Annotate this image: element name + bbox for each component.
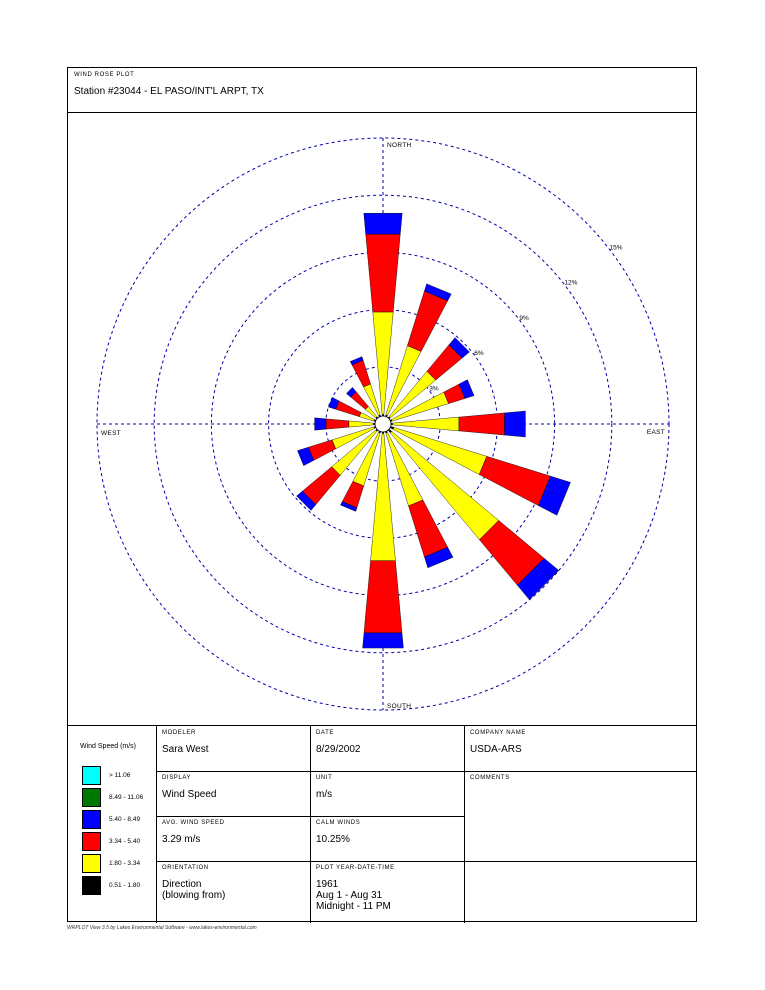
modeler-cell (157, 726, 310, 771)
legend-label: 5.40 - 8.49 (109, 816, 141, 823)
plot-time-range: Midnight - 11 PM (316, 901, 391, 912)
unit-cell (311, 771, 464, 816)
plot-date-range: Aug 1 - Aug 31 (316, 890, 383, 901)
ring-label: 15% (609, 244, 623, 252)
legend-label: 8.49 - 11.06 (109, 794, 144, 801)
orientation-value (162, 879, 225, 901)
display-label: DISPLAY (162, 775, 192, 781)
calm-label: CALM WINDS (316, 820, 361, 826)
petal-NNW-bin-2 (352, 360, 371, 387)
avg-speed-value: 3.29 m/s (162, 834, 201, 845)
company-cell (465, 726, 697, 771)
petal-E-bin-1 (392, 417, 458, 431)
calm-value: 10.25% (316, 834, 350, 845)
unit-label: UNIT (316, 775, 333, 781)
display-cell (157, 771, 310, 816)
calm-cell (311, 816, 464, 861)
petal-S-bin-2 (364, 561, 402, 633)
legend-swatch (82, 810, 101, 829)
report-header (68, 68, 696, 113)
legend-label: > 11.06 (109, 772, 131, 779)
date-value: 8/29/2002 (316, 744, 361, 755)
petal-N-bin-3 (364, 213, 402, 234)
south-label: SOUTH (387, 703, 412, 710)
wind-rose-chart (68, 113, 698, 725)
avg-speed-label: AVG. WIND SPEED (162, 820, 225, 826)
company-label: COMPANY NAME (470, 730, 526, 736)
ring-label: 9% (519, 314, 529, 322)
ring-label: 12% (564, 279, 578, 287)
unit-value: m/s (316, 789, 333, 800)
west-label: WEST (101, 430, 121, 437)
report-frame (67, 67, 697, 922)
avg-speed-cell (157, 816, 310, 861)
date-cell (311, 726, 464, 771)
modeler-value: Sara West (162, 744, 209, 755)
petal-SSE-bin-2 (409, 500, 448, 557)
legend-swatch (82, 766, 101, 785)
plot-time-value (316, 879, 391, 912)
legend-swatch (82, 788, 101, 807)
software-credit: WRPLOT View 3.5 by Lakes Environmental Software - www.lakes-environmental.com (67, 925, 257, 931)
petal-WNW-bin-2 (336, 401, 361, 417)
petal-NNE-bin-2 (407, 291, 447, 351)
comments-cell (465, 771, 697, 861)
ring-label: 6% (474, 350, 484, 358)
plot-year: 1961 (316, 879, 339, 890)
petal-ESE-bin-2 (479, 456, 550, 505)
petal-W-bin-3 (315, 418, 326, 430)
comments-label: COMMENTS (470, 775, 510, 781)
petal-E-bin-3 (505, 411, 526, 437)
ring-label: 3% (429, 385, 439, 393)
legend-label: 1.80 - 3.34 (109, 860, 141, 867)
petal-N-bin-2 (366, 234, 401, 312)
legend-swatch (82, 854, 101, 873)
plot-time-cell (311, 861, 464, 923)
plot-time-label: PLOT YEAR-DATE-TIME (316, 865, 395, 871)
orientation-cell (157, 861, 310, 923)
legend-swatch (82, 876, 101, 895)
legend-label: 3.34 - 5.40 (109, 838, 141, 845)
petal-W-bin-1 (349, 421, 374, 427)
orientation-line1: Direction (162, 879, 202, 890)
petal-W-bin-2 (326, 419, 349, 429)
calm-circle (375, 416, 391, 432)
modeler-label: MODELER (162, 730, 196, 736)
station-title: Station #23044 - EL PASO/INT'L ARPT, TX (74, 86, 264, 97)
east-label: EAST (646, 429, 665, 436)
north-label: NORTH (387, 142, 412, 149)
display-value: Wind Speed (162, 789, 217, 800)
petal-N-bin-1 (373, 312, 393, 415)
orientation-label: ORIENTATION (162, 865, 209, 871)
petal-S-bin-3 (363, 633, 404, 648)
date-label: DATE (316, 730, 334, 736)
info-table (68, 725, 696, 923)
legend-swatch (82, 832, 101, 851)
legend-title: Wind Speed (m/s) (80, 743, 137, 750)
orientation-line2: (blowing from) (162, 890, 226, 901)
petal-E-bin-2 (459, 413, 505, 435)
company-value: USDA-ARS (470, 744, 522, 755)
plot-type-label: WIND ROSE PLOT (74, 72, 135, 78)
wind-rose-plot (68, 113, 696, 725)
legend-label: 0.51 - 1.80 (109, 882, 141, 889)
